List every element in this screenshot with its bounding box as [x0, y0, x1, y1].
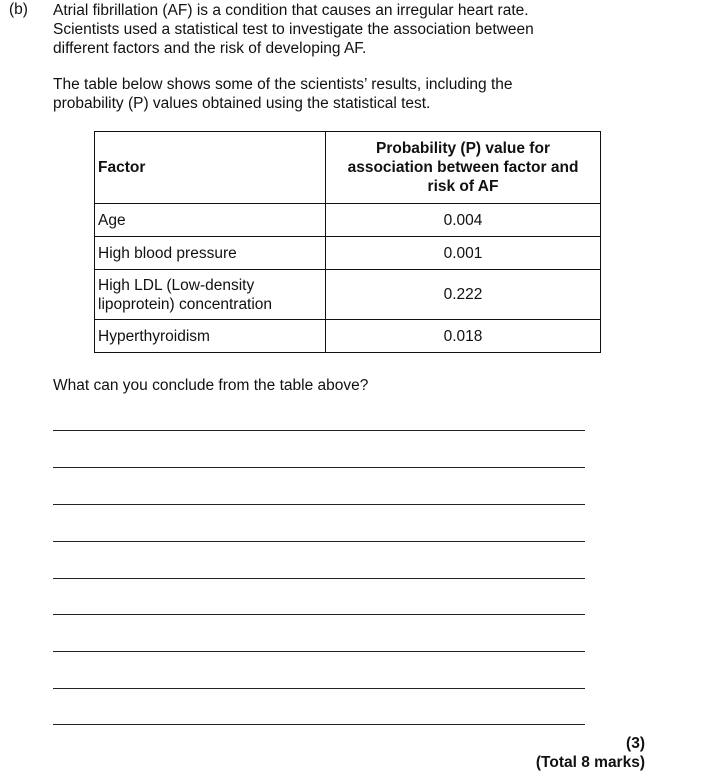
answer-line[interactable]: [53, 504, 585, 505]
table-row: [95, 204, 601, 237]
total-marks-label: (Total 8 marks): [535, 754, 645, 771]
answer-line[interactable]: [53, 430, 585, 431]
answer-line[interactable]: [53, 541, 585, 542]
factor-text: High blood pressure: [98, 244, 237, 262]
factor-text: Hyperthyroidism: [98, 327, 210, 345]
results-table: [94, 131, 601, 353]
table-row: [95, 237, 601, 270]
p-header-line: risk of AF: [427, 178, 499, 195]
p-value-cell: 0.018: [326, 320, 601, 353]
p-header-line: Probability (P) value for: [376, 140, 550, 157]
factor-text: lipoprotein) concentration: [98, 295, 273, 313]
table-header-row: [95, 132, 601, 204]
answer-line[interactable]: [53, 651, 585, 652]
lead-line: The table below shows some of the scientists’ results, including the: [53, 76, 513, 93]
answer-line[interactable]: [53, 467, 585, 468]
answer-line[interactable]: [53, 614, 585, 615]
factor-text: Age: [98, 211, 126, 229]
lead-line: probability (P) values obtained using the statistical test.: [53, 95, 431, 112]
p-value-cell: 0.004: [326, 204, 601, 237]
part-label: (b): [9, 1, 28, 18]
table-row: [95, 270, 601, 320]
table-row: [95, 320, 601, 353]
factor-cell: [95, 237, 326, 270]
intro-line: Scientists used a statistical test to investigate the association between: [53, 21, 534, 38]
intro-line: Atrial fibrillation (AF) is a condition that causes an irregular heart rate.: [53, 2, 529, 19]
factor-cell: [95, 270, 326, 320]
factor-text: High LDL (Low-density: [98, 276, 255, 294]
p-header-line: association between factor and: [347, 159, 579, 176]
factor-column-header: Factor: [95, 132, 326, 204]
intro-line: different factors and the risk of developing AF.: [53, 40, 367, 57]
factor-cell: [95, 204, 326, 237]
answer-line[interactable]: [53, 724, 585, 725]
question-text: What can you conclude from the table above?: [53, 377, 369, 394]
answer-line[interactable]: [53, 578, 585, 579]
p-value-cell: 0.001: [326, 237, 601, 270]
p-value-column-header: [326, 132, 601, 204]
p-value-cell: 0.222: [326, 270, 601, 320]
intro-paragraph: [53, 1, 653, 58]
table-lead-paragraph: [53, 75, 653, 113]
answer-line[interactable]: [53, 688, 585, 689]
factor-cell: [95, 320, 326, 353]
marks-label: (3): [626, 735, 645, 752]
